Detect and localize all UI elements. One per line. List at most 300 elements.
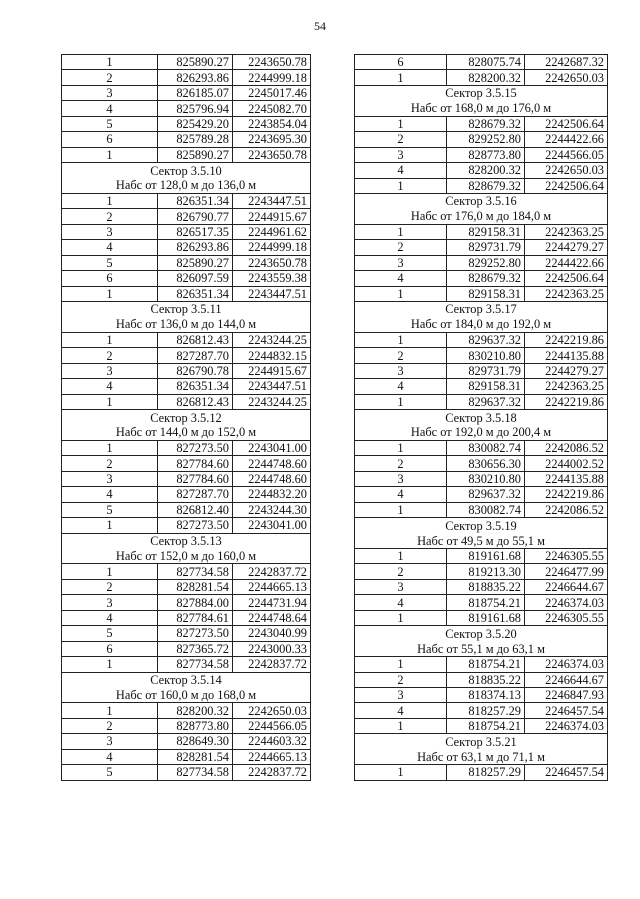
coord-x: 827784.61 <box>158 610 233 625</box>
table-row <box>355 487 608 502</box>
table-row <box>355 703 608 718</box>
coord-y: 2242837.72 <box>233 657 311 672</box>
coord-y: 2242506.64 <box>525 271 608 286</box>
sector-title: Сектор 3.5.21 <box>355 734 608 749</box>
point-number: 1 <box>355 394 447 409</box>
point-number: 4 <box>62 610 158 625</box>
sector-range-row <box>355 317 608 332</box>
coord-y: 2243040.99 <box>233 626 311 641</box>
coord-x: 828281.54 <box>158 579 233 594</box>
point-number: 5 <box>62 502 158 517</box>
table-row <box>355 132 608 147</box>
point-number: 2 <box>62 348 158 363</box>
coord-y: 2244135.88 <box>525 471 608 486</box>
coord-y: 2243650.78 <box>233 147 311 162</box>
coord-y: 2243559.38 <box>233 271 311 286</box>
table-row <box>355 456 608 471</box>
coord-x: 826812.43 <box>158 394 233 409</box>
point-number: 1 <box>355 502 447 517</box>
point-number: 4 <box>355 163 447 178</box>
coord-x: 826790.77 <box>158 209 233 224</box>
coord-x: 825890.27 <box>158 255 233 270</box>
coord-y: 2243447.51 <box>233 193 311 208</box>
coord-x: 818754.21 <box>447 595 525 610</box>
table-row <box>62 132 311 147</box>
coord-x: 825890.27 <box>158 147 233 162</box>
table-row <box>355 255 608 270</box>
coord-y: 2242086.52 <box>525 502 608 517</box>
table-row <box>62 703 311 718</box>
coord-x: 827273.50 <box>158 440 233 455</box>
table-row <box>62 55 311 70</box>
coord-x: 819161.68 <box>447 549 525 564</box>
coord-x: 828649.30 <box>158 734 233 749</box>
coord-y: 2243000.33 <box>233 641 311 656</box>
coord-x: 828075.74 <box>447 55 525 70</box>
point-number: 6 <box>355 55 447 70</box>
table-row <box>62 595 311 610</box>
sector-range-row <box>62 317 311 332</box>
table-row <box>355 70 608 85</box>
coord-y: 2244748.60 <box>233 471 311 486</box>
table-row <box>62 394 311 409</box>
sector-title: Сектор 3.5.18 <box>355 410 608 425</box>
coord-y: 2246457.54 <box>525 765 608 780</box>
coord-x: 826351.34 <box>158 193 233 208</box>
sector-range-row <box>62 687 311 702</box>
coord-y: 2243041.00 <box>233 440 311 455</box>
sector-range-row <box>355 533 608 548</box>
table-row <box>355 363 608 378</box>
coord-x: 829637.32 <box>447 487 525 502</box>
point-number: 2 <box>62 209 158 224</box>
point-number: 3 <box>62 734 158 749</box>
point-number: 6 <box>62 132 158 147</box>
sector-altitude-range: Набс от 128,0 м до 136,0 м <box>62 178 311 193</box>
table-row <box>355 224 608 239</box>
coord-x: 827784.60 <box>158 456 233 471</box>
sector-altitude-range: Набс от 49,5 м до 55,1 м <box>355 533 608 548</box>
sector-title: Сектор 3.5.15 <box>355 85 608 100</box>
coord-x: 826351.34 <box>158 286 233 301</box>
point-number: 4 <box>355 703 447 718</box>
sector-range-row <box>355 749 608 764</box>
table-row <box>62 70 311 85</box>
coord-x: 826351.34 <box>158 379 233 394</box>
point-number: 3 <box>355 687 447 702</box>
coord-x: 829158.31 <box>447 286 525 301</box>
sector-range-row <box>355 425 608 440</box>
coord-x: 828679.32 <box>447 178 525 193</box>
table-row <box>355 55 608 70</box>
point-number: 1 <box>62 193 158 208</box>
sector-title: Сектор 3.5.20 <box>355 626 608 641</box>
coord-x: 830210.80 <box>447 471 525 486</box>
table-row <box>355 332 608 347</box>
coord-y: 2245017.46 <box>233 85 311 100</box>
sector-altitude-range: Набс от 176,0 м до 184,0 м <box>355 209 608 224</box>
coord-x: 828200.32 <box>158 703 233 718</box>
table-row <box>62 564 311 579</box>
sector-altitude-range: Набс от 55,1 м до 63,1 м <box>355 641 608 656</box>
table-row <box>355 657 608 672</box>
table-row <box>355 440 608 455</box>
coord-x: 826185.07 <box>158 85 233 100</box>
point-number: 3 <box>62 471 158 486</box>
table-row <box>355 271 608 286</box>
coord-x: 827287.70 <box>158 348 233 363</box>
point-number: 1 <box>355 332 447 347</box>
coord-x: 827365.72 <box>158 641 233 656</box>
coord-x: 829252.80 <box>447 255 525 270</box>
point-number: 2 <box>355 348 447 363</box>
coord-x: 828679.32 <box>447 271 525 286</box>
point-number: 1 <box>355 286 447 301</box>
table-row <box>62 626 311 641</box>
point-number: 1 <box>62 440 158 455</box>
coord-y: 2242219.86 <box>525 487 608 502</box>
point-number: 4 <box>62 487 158 502</box>
table-row <box>62 240 311 255</box>
sector-altitude-range: Набс от 152,0 м до 160,0 м <box>62 549 311 564</box>
coord-x: 818374.13 <box>447 687 525 702</box>
point-number: 3 <box>355 147 447 162</box>
point-number: 1 <box>355 610 447 625</box>
point-number: 2 <box>62 718 158 733</box>
point-number: 1 <box>355 70 447 85</box>
coord-x: 825429.20 <box>158 116 233 131</box>
sector-altitude-range: Набс от 192,0 м до 200,4 м <box>355 425 608 440</box>
point-number: 3 <box>62 595 158 610</box>
coord-x: 828200.32 <box>447 163 525 178</box>
coord-x: 827784.60 <box>158 471 233 486</box>
sector-title: Сектор 3.5.16 <box>355 193 608 208</box>
coord-y: 2244999.18 <box>233 70 311 85</box>
sector-range-row <box>62 549 311 564</box>
coord-x: 829731.79 <box>447 363 525 378</box>
table-row <box>355 286 608 301</box>
coord-x: 829158.31 <box>447 224 525 239</box>
sector-title: Сектор 3.5.19 <box>355 518 608 533</box>
coord-y: 2244603.32 <box>233 734 311 749</box>
coord-x: 830210.80 <box>447 348 525 363</box>
point-number: 1 <box>355 765 447 780</box>
point-number: 4 <box>62 240 158 255</box>
table-row <box>62 193 311 208</box>
table-row <box>355 178 608 193</box>
coord-y: 2244665.13 <box>233 579 311 594</box>
point-number: 6 <box>62 641 158 656</box>
sector-range-row <box>355 641 608 656</box>
coord-y: 2244748.64 <box>233 610 311 625</box>
coord-x: 826293.86 <box>158 70 233 85</box>
point-number: 1 <box>355 116 447 131</box>
table-row <box>62 518 311 533</box>
table-row <box>62 471 311 486</box>
coord-x: 818257.29 <box>447 703 525 718</box>
table-row <box>62 657 311 672</box>
coord-y: 2244915.67 <box>233 363 311 378</box>
point-number: 1 <box>62 55 158 70</box>
table-row <box>62 487 311 502</box>
coord-y: 2244279.27 <box>525 240 608 255</box>
coord-y: 2243041.00 <box>233 518 311 533</box>
table-row <box>355 549 608 564</box>
coord-y: 2243650.78 <box>233 55 311 70</box>
coord-x: 829637.32 <box>447 332 525 347</box>
coord-x: 818754.21 <box>447 657 525 672</box>
point-number: 3 <box>355 363 447 378</box>
coord-x: 826812.40 <box>158 502 233 517</box>
coord-x: 827273.50 <box>158 626 233 641</box>
sector-title-row <box>355 734 608 749</box>
coord-y: 2243244.25 <box>233 332 311 347</box>
point-number: 1 <box>62 394 158 409</box>
coord-x: 818257.29 <box>447 765 525 780</box>
coord-x: 819161.68 <box>447 610 525 625</box>
coord-x: 825789.28 <box>158 132 233 147</box>
point-number: 2 <box>62 70 158 85</box>
point-number: 1 <box>62 518 158 533</box>
point-number: 2 <box>62 456 158 471</box>
point-number: 5 <box>62 626 158 641</box>
coord-y: 2243854.04 <box>233 116 311 131</box>
coord-x: 830656.30 <box>447 456 525 471</box>
point-number: 5 <box>62 255 158 270</box>
table-row <box>62 363 311 378</box>
sector-title-row <box>355 410 608 425</box>
table-row <box>62 286 311 301</box>
point-number: 4 <box>62 101 158 116</box>
table-row <box>355 471 608 486</box>
point-number: 2 <box>62 579 158 594</box>
point-number: 4 <box>355 487 447 502</box>
coord-x: 818835.22 <box>447 579 525 594</box>
table-row <box>62 734 311 749</box>
point-number: 3 <box>62 363 158 378</box>
table-row <box>62 116 311 131</box>
point-number: 4 <box>355 595 447 610</box>
table-row <box>62 85 311 100</box>
point-number: 4 <box>62 749 158 764</box>
table-row <box>62 502 311 517</box>
coord-y: 2244422.66 <box>525 255 608 270</box>
point-number: 1 <box>355 440 447 455</box>
coord-x: 826293.86 <box>158 240 233 255</box>
point-number: 4 <box>355 379 447 394</box>
sector-title-row <box>62 672 311 687</box>
coord-y: 2244999.18 <box>233 240 311 255</box>
table-row <box>355 579 608 594</box>
coord-y: 2243650.78 <box>233 255 311 270</box>
point-number: 5 <box>62 116 158 131</box>
table-row <box>62 456 311 471</box>
coord-y: 2246477.99 <box>525 564 608 579</box>
table-row <box>62 209 311 224</box>
point-number: 2 <box>355 672 447 687</box>
coord-y: 2244961.62 <box>233 224 311 239</box>
table-row <box>355 564 608 579</box>
coord-x: 827734.58 <box>158 765 233 780</box>
point-number: 3 <box>355 579 447 594</box>
table-row <box>355 379 608 394</box>
sector-altitude-range: Набс от 168,0 м до 176,0 м <box>355 101 608 116</box>
sector-altitude-range: Набс от 63,1 м до 71,1 м <box>355 749 608 764</box>
coord-x: 827734.58 <box>158 564 233 579</box>
point-number: 1 <box>62 703 158 718</box>
point-number: 2 <box>355 564 447 579</box>
coord-y: 2244422.66 <box>525 132 608 147</box>
sector-title: Сектор 3.5.12 <box>62 410 311 425</box>
sector-title: Сектор 3.5.11 <box>62 302 311 317</box>
sector-title-row <box>355 85 608 100</box>
coord-y: 2244279.27 <box>525 363 608 378</box>
coord-x: 818835.22 <box>447 672 525 687</box>
coord-y: 2244135.88 <box>525 348 608 363</box>
table-row <box>62 718 311 733</box>
table-row <box>355 765 608 780</box>
sector-title-row <box>62 302 311 317</box>
point-number: 1 <box>62 332 158 347</box>
sector-altitude-range: Набс от 160,0 м до 168,0 м <box>62 687 311 702</box>
coord-y: 2242837.72 <box>233 564 311 579</box>
sector-title: Сектор 3.5.10 <box>62 163 311 178</box>
coord-y: 2242687.32 <box>525 55 608 70</box>
coord-y: 2243447.51 <box>233 286 311 301</box>
table-row <box>62 255 311 270</box>
sector-title: Сектор 3.5.14 <box>62 672 311 687</box>
coord-x: 828281.54 <box>158 749 233 764</box>
coord-y: 2246374.03 <box>525 657 608 672</box>
coord-y: 2246644.67 <box>525 672 608 687</box>
coord-y: 2242506.64 <box>525 116 608 131</box>
coord-y: 2242650.03 <box>525 163 608 178</box>
sector-title-row <box>62 410 311 425</box>
sector-title: Сектор 3.5.13 <box>62 533 311 548</box>
point-number: 3 <box>355 255 447 270</box>
table-row <box>355 718 608 733</box>
sector-altitude-range: Набс от 136,0 м до 144,0 м <box>62 317 311 332</box>
coord-y: 2246305.55 <box>525 549 608 564</box>
sector-range-row <box>62 425 311 440</box>
table-row <box>355 687 608 702</box>
point-number: 3 <box>62 224 158 239</box>
coord-x: 826790.78 <box>158 363 233 378</box>
table-row <box>62 579 311 594</box>
coord-y: 2246457.54 <box>525 703 608 718</box>
point-number: 1 <box>62 286 158 301</box>
sector-title-row <box>62 163 311 178</box>
coord-x: 829637.32 <box>447 394 525 409</box>
point-number: 2 <box>355 240 447 255</box>
coord-y: 2246374.03 <box>525 595 608 610</box>
point-number: 2 <box>355 132 447 147</box>
coord-x: 830082.74 <box>447 440 525 455</box>
coord-y: 2244566.05 <box>233 718 311 733</box>
coord-y: 2242363.25 <box>525 224 608 239</box>
point-number: 1 <box>62 657 158 672</box>
table-row <box>62 440 311 455</box>
coord-x: 827273.50 <box>158 518 233 533</box>
coord-y: 2246305.55 <box>525 610 608 625</box>
table-row <box>355 394 608 409</box>
table-row <box>355 116 608 131</box>
table-row <box>355 147 608 162</box>
sector-range-row <box>62 178 311 193</box>
coord-x: 819213.30 <box>447 564 525 579</box>
table-row <box>62 379 311 394</box>
point-number: 1 <box>62 564 158 579</box>
sector-altitude-range: Набс от 184,0 м до 192,0 м <box>355 317 608 332</box>
point-number: 3 <box>62 85 158 100</box>
table-row <box>355 672 608 687</box>
coord-y: 2242837.72 <box>233 765 311 780</box>
coord-x: 829158.31 <box>447 379 525 394</box>
coord-x: 826097.59 <box>158 271 233 286</box>
coord-x: 818754.21 <box>447 718 525 733</box>
table-row <box>355 240 608 255</box>
table-row <box>62 271 311 286</box>
point-number: 1 <box>355 178 447 193</box>
sector-title-row <box>62 533 311 548</box>
coord-y: 2244832.20 <box>233 487 311 502</box>
sector-title-row <box>355 518 608 533</box>
sector-title-row <box>355 193 608 208</box>
coord-x: 828773.80 <box>447 147 525 162</box>
point-number: 6 <box>62 271 158 286</box>
coord-y: 2244731.94 <box>233 595 311 610</box>
point-number: 4 <box>355 271 447 286</box>
table-row <box>355 595 608 610</box>
coord-x: 828679.32 <box>447 116 525 131</box>
table-row <box>355 610 608 625</box>
table-row <box>62 641 311 656</box>
right-coordinates-table <box>354 54 608 781</box>
coord-x: 825890.27 <box>158 55 233 70</box>
coord-y: 2243695.30 <box>233 132 311 147</box>
coord-y: 2246847.93 <box>525 687 608 702</box>
coord-y: 2244002.52 <box>525 456 608 471</box>
coord-y: 2242506.64 <box>525 178 608 193</box>
coord-y: 2243447.51 <box>233 379 311 394</box>
coord-y: 2244915.67 <box>233 209 311 224</box>
sector-title: Сектор 3.5.17 <box>355 302 608 317</box>
coord-y: 2243244.30 <box>233 502 311 517</box>
coord-x: 828773.80 <box>158 718 233 733</box>
coord-x: 827884.00 <box>158 595 233 610</box>
coord-x: 826812.43 <box>158 332 233 347</box>
table-row <box>355 348 608 363</box>
sector-title-row <box>355 626 608 641</box>
sector-range-row <box>355 101 608 116</box>
coord-y: 2244832.15 <box>233 348 311 363</box>
coord-y: 2244748.60 <box>233 456 311 471</box>
point-number: 1 <box>355 657 447 672</box>
table-row <box>355 163 608 178</box>
coord-y: 2244665.13 <box>233 749 311 764</box>
sector-title-row <box>355 302 608 317</box>
coord-y: 2246374.03 <box>525 718 608 733</box>
coord-x: 829252.80 <box>447 132 525 147</box>
sector-range-row <box>355 209 608 224</box>
table-row <box>62 101 311 116</box>
page-number: 54 <box>314 19 326 33</box>
coord-x: 828200.32 <box>447 70 525 85</box>
sector-altitude-range: Набс от 144,0 м до 152,0 м <box>62 425 311 440</box>
coord-y: 2242219.86 <box>525 332 608 347</box>
coord-y: 2242650.03 <box>525 70 608 85</box>
point-number: 1 <box>355 549 447 564</box>
